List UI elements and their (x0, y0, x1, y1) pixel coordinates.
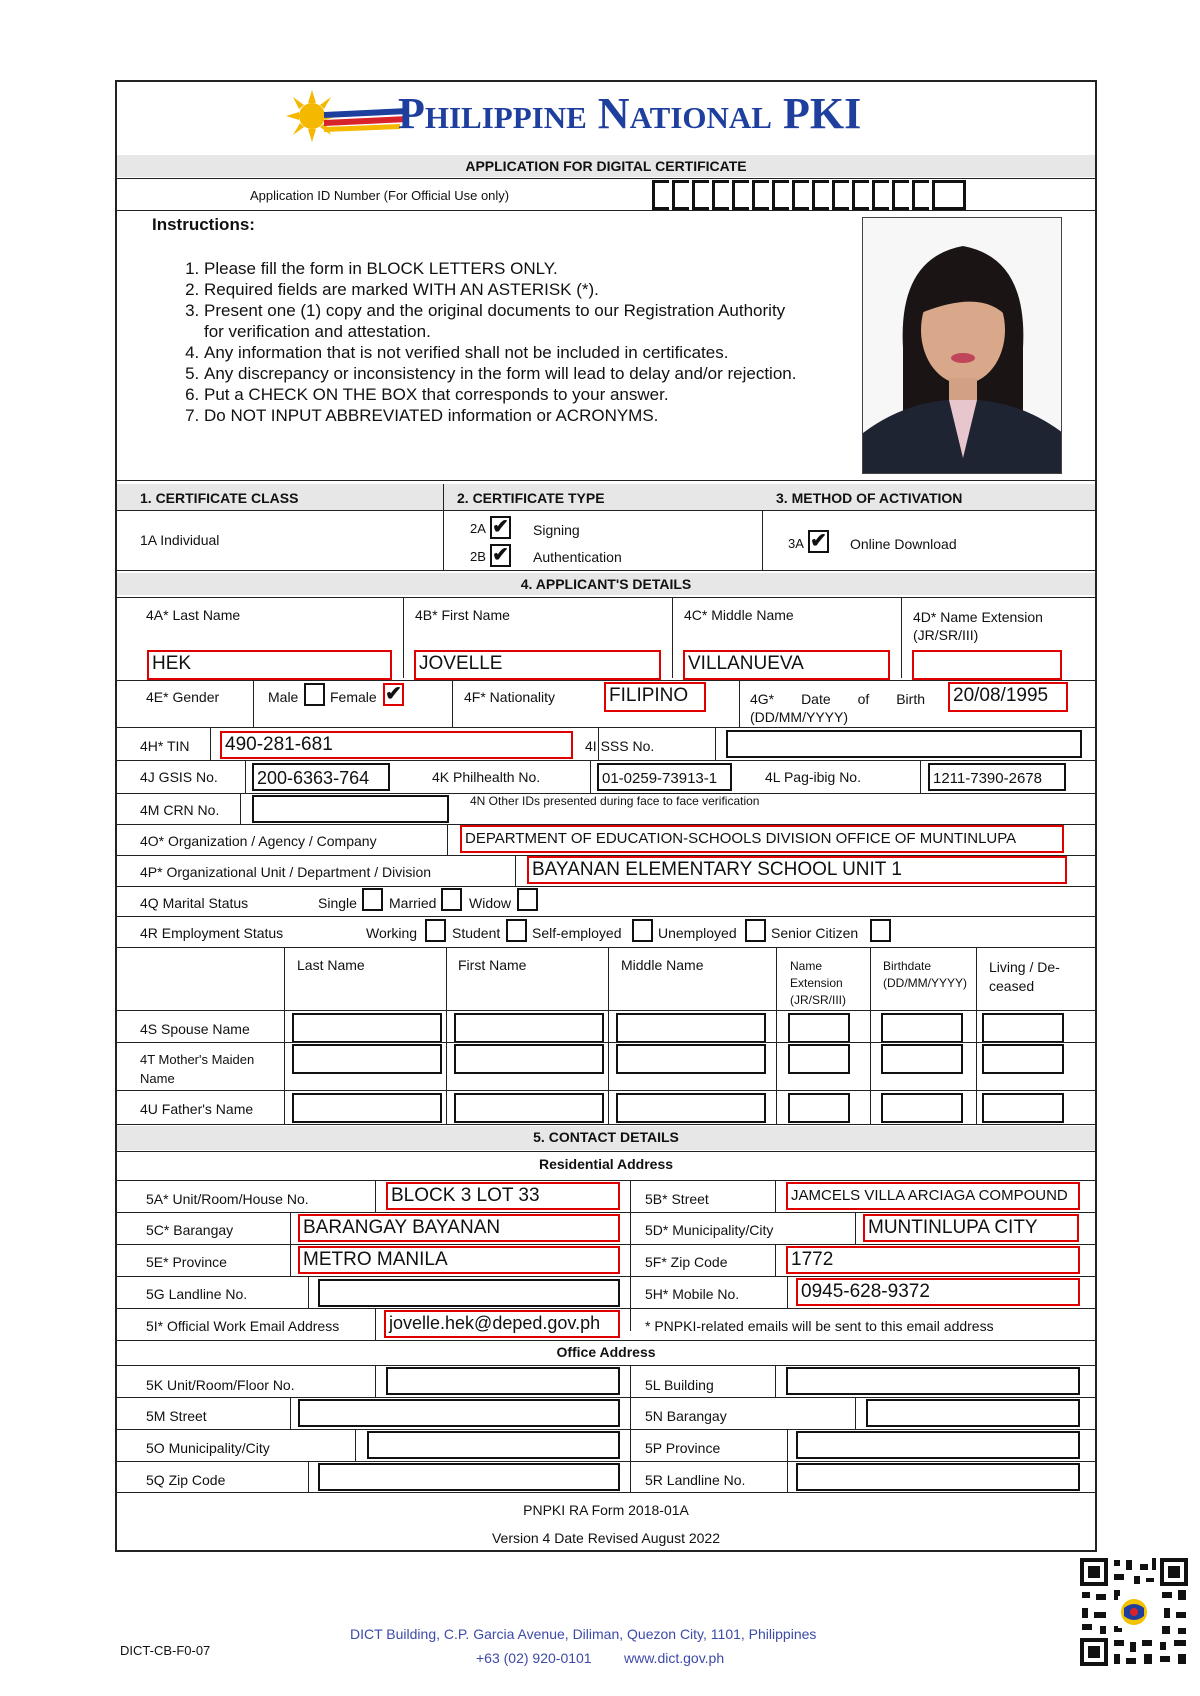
label-unit: 4P* Organizational Unit / Department / Division (140, 864, 432, 880)
philhealth-input[interactable]: 01-0259-73913-1 (597, 763, 732, 791)
label-5e: 5E* Province (146, 1254, 227, 1270)
instruction-item: 7. Do NOT INPUT ABBREVIATED information or ACRONYMS. (204, 405, 804, 426)
divider (870, 948, 871, 1124)
last-name-input[interactable]: HEK (147, 650, 392, 680)
father-last-input[interactable] (292, 1093, 442, 1123)
frame-left (115, 80, 117, 1552)
label-single: Single (318, 895, 357, 911)
app-id-cell[interactable] (652, 180, 669, 210)
label-father: 4U Father's Name (140, 1101, 254, 1117)
divider (115, 570, 1097, 571)
divider (115, 1244, 1097, 1245)
app-id-cell[interactable] (772, 180, 789, 210)
divider (115, 1212, 1097, 1213)
divider (672, 598, 673, 678)
zip-input[interactable]: 1772 (786, 1246, 1080, 1274)
app-id-cell[interactable] (712, 180, 729, 210)
divider (901, 598, 902, 678)
frame-top (115, 80, 1097, 82)
label-last-name: 4A* Last Name (146, 607, 241, 623)
label-self-employed: Self-employed (532, 925, 622, 941)
divider (115, 480, 1097, 481)
type-2a-code: 2A (470, 521, 486, 536)
cert-type-heading: 2. CERTIFICATE TYPE (457, 490, 605, 506)
label-first-name: 4B* First Name (415, 607, 510, 623)
divider (115, 597, 1097, 598)
divider (115, 1180, 1097, 1181)
widow-checkbox[interactable] (517, 888, 538, 911)
divider (375, 1309, 376, 1341)
label-5m: 5M Street (146, 1408, 207, 1424)
divider (115, 727, 1097, 728)
mother-living-input[interactable] (982, 1044, 1064, 1074)
app-id-cell[interactable] (692, 180, 709, 210)
label-5l: 5L Building (645, 1377, 714, 1393)
instruction-item: 2. Required fields are marked WITH AN ASTERISK (*). (204, 279, 804, 300)
email-input[interactable]: jovelle.hek@deped.gov.ph (384, 1310, 620, 1338)
divider (775, 1181, 776, 1213)
qr-code-icon (1078, 1556, 1190, 1668)
label-5p: 5P Province (645, 1440, 721, 1456)
first-name-input[interactable]: JOVELLE (414, 650, 661, 680)
divider (115, 1429, 1097, 1430)
divider (762, 510, 763, 570)
label-nationality: 4F* Nationality (464, 689, 556, 705)
mother-birth-input[interactable] (881, 1044, 963, 1074)
label-5h: 5H* Mobile No. (645, 1286, 740, 1302)
label-mother: 4T Mother's Maiden Name (140, 1052, 255, 1086)
office-heading: Office Address (556, 1344, 656, 1360)
applicant-photo (862, 217, 1062, 474)
label-name-ext: 4D* Name Extension (JR/SR/III) (913, 609, 1043, 643)
province-input[interactable]: METRO MANILA (298, 1246, 620, 1274)
app-id-cell[interactable] (732, 180, 749, 210)
label-5n: 5N Barangay (645, 1408, 727, 1424)
unit-no-input[interactable]: BLOCK 3 LOT 33 (386, 1182, 620, 1210)
footer-address: DICT Building, C.P. Garcia Avenue, Diliman, Quezon City, 1101, Philippines (350, 1626, 817, 1642)
unemployed-checkbox[interactable] (745, 919, 766, 942)
doc-code: DICT-CB-F0-07 (120, 1643, 211, 1658)
label-other-ids: 4N Other IDs presented during face to face verification (470, 794, 760, 808)
office-barangay-input[interactable] (866, 1399, 1080, 1427)
divider (115, 1090, 1097, 1091)
cert-class-1a: 1A Individual (140, 532, 220, 548)
divider (855, 1398, 856, 1430)
divider (855, 1213, 856, 1245)
type-2b-checkbox[interactable]: ✔ (490, 544, 511, 567)
barangay-input[interactable]: BARANGAY BAYANAN (298, 1214, 620, 1242)
office-street-input[interactable] (298, 1399, 620, 1427)
type-2b-code: 2B (470, 549, 486, 564)
label-dob: 4G* Date of Birth (DD/MM/YYYY) (750, 691, 925, 725)
nationality-input[interactable]: FILIPINO (604, 682, 706, 712)
spouse-last-input[interactable] (292, 1013, 442, 1043)
divider (775, 1245, 776, 1277)
label-married: Married (389, 895, 437, 911)
app-id-cell[interactable] (672, 180, 689, 210)
divider (787, 1430, 788, 1462)
footer-phone: +63 (02) 920-0101 (476, 1650, 592, 1666)
spouse-middle-input[interactable] (616, 1013, 766, 1043)
divider (447, 825, 448, 855)
office-landline-input[interactable] (796, 1463, 1080, 1491)
divider (515, 856, 516, 886)
office-zip-input[interactable] (318, 1463, 620, 1491)
label-philhealth: 4K Philhealth No. (432, 769, 541, 785)
middle-name-input[interactable]: VILLANUEVA (683, 650, 890, 680)
instructions-title: Instructions: (152, 215, 255, 234)
divider (210, 728, 211, 760)
brand-title: Philippine National PKI (398, 89, 862, 138)
divider (443, 484, 444, 570)
label-5i: 5I* Official Work Email Address (146, 1318, 340, 1334)
divider (115, 1492, 1097, 1493)
divider (787, 1277, 788, 1309)
fam-middle-header: Middle Name (621, 957, 704, 973)
divider (115, 1340, 1097, 1341)
label-crn: 4M CRN No. (140, 802, 220, 818)
fam-ext-header: Name Extension (JR/SR/III) (790, 959, 846, 1007)
self-employed-checkbox[interactable] (632, 919, 653, 942)
fam-living-header: Living / De-ceased (989, 959, 1060, 994)
sss-input[interactable] (726, 730, 1082, 758)
female-checkbox[interactable]: ✔ (383, 683, 404, 706)
mother-first-input[interactable] (454, 1044, 604, 1074)
divider (115, 916, 1097, 917)
act-3a-label: Online Download (850, 536, 957, 552)
label-5r: 5R Landline No. (645, 1472, 746, 1488)
father-first-input[interactable] (454, 1093, 604, 1123)
spouse-living-input[interactable] (982, 1013, 1064, 1043)
instruction-item: 6. Put a CHECK ON THE BOX that corresponds to your answer. (204, 384, 804, 405)
divider (976, 948, 977, 1124)
divider (787, 1462, 788, 1492)
app-id-cell[interactable] (912, 180, 929, 210)
student-checkbox[interactable] (506, 919, 527, 942)
spouse-birth-input[interactable] (881, 1013, 963, 1043)
email-note: * PNPKI-related emails will be sent to this email address (645, 1318, 994, 1334)
fam-birth-header: Birthdate (DD/MM/YYYY) (883, 959, 967, 990)
father-living-input[interactable] (982, 1093, 1064, 1123)
type-2a-checkbox[interactable]: ✔ (490, 516, 511, 539)
divider (590, 761, 591, 793)
gsis-input[interactable]: 200-6363-764 (252, 763, 390, 791)
app-id-cell[interactable] (852, 180, 869, 210)
label-pagibig: 4L Pag-ibig No. (765, 769, 861, 785)
form-number: PNPKI RA Form 2018-01A (523, 1502, 689, 1518)
label-5k: 5K Unit/Room/Floor No. (146, 1377, 295, 1393)
instruction-item: 3. Present one (1) copy and the original documents to our Registration Authority for verification and attestation. (204, 300, 804, 342)
street-input[interactable]: JAMCELS VILLA ARCIAGA COMPOUND (786, 1182, 1080, 1210)
divider (920, 761, 921, 793)
form-title: APPLICATION FOR DIGITAL CERTIFICATE (117, 155, 1095, 177)
tin-input[interactable]: 490-281-681 (220, 731, 573, 759)
label-spouse: 4S Spouse Name (140, 1021, 250, 1037)
spouse-ext-input[interactable] (788, 1013, 850, 1043)
divider (245, 761, 246, 793)
divider (776, 948, 777, 1124)
divider (115, 1151, 1097, 1152)
divider (115, 1308, 1097, 1309)
divider (115, 886, 1097, 887)
residential-heading: Residential Address (538, 1156, 674, 1172)
act-3a-checkbox[interactable]: ✔ (808, 530, 829, 553)
label-gender: 4E* Gender (146, 689, 220, 705)
divider (115, 1124, 1097, 1125)
label-unemployed: Unemployed (658, 925, 737, 941)
spouse-first-input[interactable] (454, 1013, 604, 1043)
footer-website[interactable]: www.dict.gov.ph (624, 1650, 725, 1666)
label-working: Working (366, 925, 418, 941)
label-employment: 4R Employment Status (140, 925, 284, 941)
divider (608, 948, 609, 1124)
qr-code (1078, 1556, 1190, 1668)
label-male: Male (268, 689, 299, 705)
divider (452, 681, 453, 727)
label-middle-name: 4C* Middle Name (684, 607, 794, 623)
cert-class-heading: 1. CERTIFICATE CLASS (140, 490, 299, 506)
divider (739, 681, 740, 727)
frame-right (1095, 80, 1097, 1552)
divider (115, 760, 1097, 761)
divider (115, 1461, 1097, 1462)
divider (715, 728, 716, 760)
divider (115, 1365, 1097, 1366)
label-5f: 5F* Zip Code (645, 1254, 728, 1270)
contact-heading: 5. CONTACT DETAILS (117, 1126, 1095, 1150)
fam-last-header: Last Name (297, 957, 365, 973)
app-id-label: Application ID Number (For Official Use only) (250, 188, 510, 203)
label-5q: 5Q Zip Code (146, 1472, 226, 1488)
divider (115, 1010, 1097, 1011)
divider (308, 1277, 309, 1309)
app-id-cell[interactable] (752, 180, 769, 210)
divider (290, 1398, 291, 1430)
divider (115, 1276, 1097, 1277)
senior-checkbox[interactable] (870, 919, 891, 942)
divider (290, 1245, 291, 1277)
act-3a-code: 3A (788, 536, 804, 551)
divider (115, 510, 1097, 511)
app-id-cell[interactable] (832, 180, 849, 210)
label-5d: 5D* Municipality/City (645, 1222, 774, 1238)
divider (115, 947, 1097, 948)
married-checkbox[interactable] (441, 888, 462, 911)
office-province-input[interactable] (796, 1431, 1080, 1459)
father-middle-input[interactable] (616, 1093, 766, 1123)
label-5a: 5A* Unit/Room/House No. (146, 1191, 309, 1207)
label-marital: 4Q Marital Status (140, 895, 249, 911)
label-org: 4O* Organization / Agency / Company (140, 833, 377, 849)
activation-heading: 3. METHOD OF ACTIVATION (776, 490, 963, 506)
app-id-cell[interactable] (932, 180, 966, 210)
divider (240, 794, 241, 824)
label-gsis: 4J GSIS No. (140, 769, 218, 785)
crn-input[interactable] (252, 795, 449, 823)
divider (375, 1366, 376, 1398)
label-tin: 4H* TIN (140, 738, 190, 754)
form-version: Version 4 Date Revised August 2022 (491, 1530, 721, 1546)
label-female: Female (330, 689, 377, 705)
divider (115, 210, 1097, 211)
divider (403, 598, 404, 678)
app-id-cell[interactable] (872, 180, 889, 210)
divider (115, 1042, 1097, 1043)
father-birth-input[interactable] (881, 1093, 963, 1123)
pagibig-input[interactable]: 1211-7390-2678 (928, 763, 1066, 791)
label-5c: 5C* Barangay (146, 1222, 234, 1238)
frame-bottom (115, 1550, 1097, 1552)
app-id-cell[interactable] (892, 180, 909, 210)
label-5g: 5G Landline No. (146, 1286, 248, 1302)
instruction-item: 5. Any discrepancy or inconsistency in the form will lead to delay and/or rejection. (204, 363, 804, 384)
working-checkbox[interactable] (425, 919, 446, 942)
male-checkbox[interactable] (304, 683, 325, 706)
mobile-input[interactable]: 0945-628-9372 (796, 1278, 1080, 1306)
label-5o: 5O Municipality/City (146, 1440, 270, 1456)
label-student: Student (452, 925, 501, 941)
divider (253, 681, 254, 727)
divider (375, 1181, 376, 1213)
label-widow: Widow (469, 895, 512, 911)
divider (115, 680, 1097, 681)
office-unit-input[interactable] (386, 1367, 620, 1395)
instructions-list (184, 258, 804, 426)
divider (446, 948, 447, 1124)
label-5b: 5B* Street (645, 1191, 709, 1207)
app-id-cell[interactable] (792, 180, 809, 210)
instruction-item: 4. Any information that is not verified shall not be included in certificates. (204, 342, 804, 363)
divider (290, 1213, 291, 1245)
father-ext-input[interactable] (788, 1093, 850, 1123)
divider (284, 948, 285, 1124)
divider (308, 1462, 309, 1492)
mother-middle-input[interactable] (616, 1044, 766, 1074)
dob-input[interactable]: 20/08/1995 (948, 682, 1068, 712)
fam-first-header: First Name (458, 957, 527, 973)
mother-ext-input[interactable] (788, 1044, 850, 1074)
divider (115, 1397, 1097, 1398)
app-id-cell[interactable] (812, 180, 829, 210)
applicant-heading: 4. APPLICANT'S DETAILS (117, 573, 1095, 595)
instruction-item: 1. Please fill the form in BLOCK LETTERS ONLY. (204, 258, 804, 279)
divider (775, 1366, 776, 1398)
divider (355, 1430, 356, 1462)
office-building-input[interactable] (786, 1367, 1080, 1395)
municipality-input[interactable]: MUNTINLUPA CITY (863, 1214, 1079, 1242)
divider (115, 178, 1097, 179)
org-input[interactable]: DEPARTMENT OF EDUCATION-SCHOOLS DIVISION OFFICE OF MUNTINLUPA (460, 825, 1064, 853)
label-sss: 4I SSS No. (585, 738, 655, 754)
sun-logo-icon (280, 86, 410, 144)
pki-logo (280, 86, 940, 146)
type-2b-label: Authentication (533, 549, 622, 565)
name-ext-input[interactable] (912, 650, 1062, 680)
landline-input[interactable] (318, 1279, 620, 1307)
type-2a-label: Signing (533, 522, 580, 538)
label-senior: Senior Citizen (771, 925, 859, 941)
office-municipality-input[interactable] (367, 1431, 620, 1459)
mother-last-input[interactable] (292, 1044, 442, 1074)
single-checkbox[interactable] (362, 888, 383, 911)
unit-input[interactable]: BAYANAN ELEMENTARY SCHOOL UNIT 1 (527, 856, 1067, 884)
